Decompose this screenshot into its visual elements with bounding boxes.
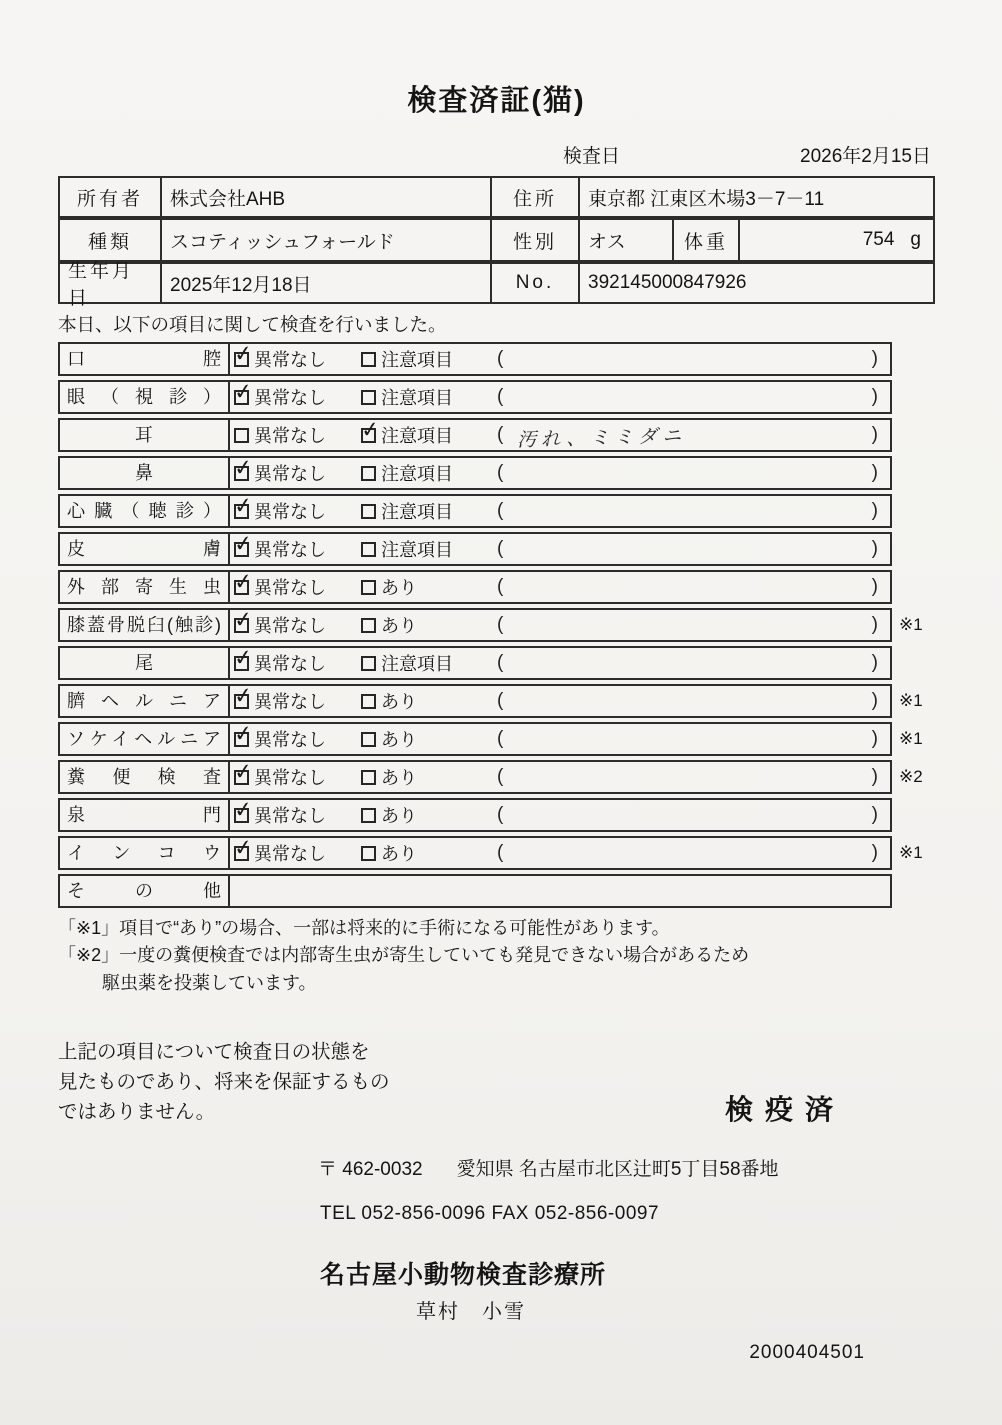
checkbox-flagged xyxy=(359,415,381,443)
owner-info-box xyxy=(58,176,935,218)
checkbox-flagged xyxy=(361,542,376,557)
exam-item-options xyxy=(230,377,890,412)
checklist-row-line xyxy=(58,874,935,908)
paren-close: ) xyxy=(871,348,878,369)
option-o2 xyxy=(361,726,495,752)
checkbox-flagged xyxy=(361,352,376,367)
option-label: 異常なし xyxy=(254,578,326,598)
id-number-label: No. xyxy=(492,264,580,302)
checkmark-icon: ✓ xyxy=(232,491,254,519)
option-label: 注意項目 xyxy=(381,540,453,560)
option-o2 xyxy=(361,498,495,524)
disclaimer-line-2: 見たものであり、将来を保証するもの xyxy=(58,1071,390,1094)
paren-close: ) xyxy=(871,500,878,521)
checkmark-icon: ✓ xyxy=(232,681,254,709)
owner-value: 株式会社AHB xyxy=(162,178,492,216)
checkmark-icon: ✓ xyxy=(232,719,254,747)
exam-item-options xyxy=(230,339,890,374)
checklist-row-line xyxy=(58,757,935,794)
clinic-address: 愛知県 名古屋市北区辻町5丁目58番地 xyxy=(456,1158,779,1180)
exam-item-options xyxy=(230,795,890,830)
checkmark-icon: ✓ xyxy=(232,377,254,405)
disclaimer-text xyxy=(58,1037,390,1128)
checklist-row-line xyxy=(58,377,935,414)
exam-item-label: 眼（視診） xyxy=(60,382,230,412)
exam-item-options xyxy=(230,681,890,716)
checklist-row xyxy=(58,567,892,604)
checklist-row xyxy=(58,795,892,832)
checklist-row xyxy=(58,605,892,642)
option-label: あり xyxy=(381,616,417,636)
checklist-row xyxy=(58,643,892,680)
breed-label: 種類 xyxy=(60,220,162,260)
checklist-row-line xyxy=(58,567,935,604)
clinic-postal-code: 〒 462-0032 xyxy=(318,1158,423,1180)
checkbox-flagged xyxy=(361,770,376,785)
exam-item-label: インコウ xyxy=(60,838,230,868)
option-label: 異常なし xyxy=(254,540,326,560)
checkbox-no-abnormality xyxy=(232,529,254,557)
option-label: 異常なし xyxy=(254,616,326,636)
option-o2 xyxy=(359,415,495,448)
option-o2 xyxy=(361,460,495,486)
checkbox-flagged xyxy=(361,390,376,405)
option-label: 異常なし xyxy=(254,654,326,674)
checkbox-no-abnormality xyxy=(234,428,249,443)
handwritten-note: 汚れ、ミミダニ xyxy=(517,425,687,451)
option-label: 異常なし xyxy=(254,730,326,750)
paren-open: ( xyxy=(497,614,504,635)
checklist-row-line xyxy=(58,719,935,756)
checkmark-icon: ✓ xyxy=(232,757,254,785)
option-label: 注意項目 xyxy=(381,502,453,522)
checklist-row xyxy=(58,377,892,414)
option-o2 xyxy=(361,536,495,562)
option-label: あり xyxy=(381,578,417,598)
clinic-postal-line xyxy=(318,1154,935,1181)
option-label: 異常なし xyxy=(254,768,326,788)
checkbox-no-abnormality xyxy=(232,643,254,671)
paren-close: ) xyxy=(871,576,878,597)
checklist-row-line xyxy=(58,529,935,566)
checkmark-icon: ✓ xyxy=(232,339,254,367)
checklist-row-line xyxy=(58,339,935,376)
option-o1 xyxy=(232,453,361,486)
checkbox-flagged xyxy=(361,618,376,633)
option-label: 異常なし xyxy=(254,844,326,864)
option-label: 注意項目 xyxy=(381,426,453,446)
checkbox-no-abnormality xyxy=(232,833,254,861)
paren-close: ) xyxy=(871,804,878,825)
footnote-reference-mark: ※1 xyxy=(899,691,923,710)
checkbox-no-abnormality xyxy=(232,453,254,481)
checklist-row-line xyxy=(58,491,935,528)
option-label: あり xyxy=(381,730,417,750)
paren-open: ( xyxy=(497,424,504,445)
checkmark-icon: ✓ xyxy=(232,795,254,823)
checkmark-icon: ✓ xyxy=(359,415,381,443)
checkbox-no-abnormality xyxy=(232,339,254,367)
exam-item-label: ソケイヘルニア xyxy=(60,724,230,754)
checklist-row-line xyxy=(58,795,935,832)
option-label: 注意項目 xyxy=(381,654,453,674)
option-o1 xyxy=(232,681,361,714)
inspection-date-value: 2026年2月15日 xyxy=(800,146,931,167)
option-o2 xyxy=(361,346,495,372)
paren-open: ( xyxy=(497,386,504,407)
checkmark-icon: ✓ xyxy=(232,529,254,557)
weight-label: 体重 xyxy=(674,220,740,260)
checkbox-no-abnormality xyxy=(232,491,254,519)
paren-close: ) xyxy=(871,766,878,787)
footnote-2-line2: 駆虫薬を投薬しています。 xyxy=(102,972,317,993)
checkbox-no-abnormality xyxy=(232,719,254,747)
checkbox-flagged xyxy=(361,656,376,671)
exam-item-label: その他 xyxy=(60,876,230,906)
checkbox-flagged xyxy=(361,732,376,747)
checklist-row xyxy=(58,681,892,718)
paren-open: ( xyxy=(497,842,504,863)
checklist-row xyxy=(58,415,892,452)
option-o2 xyxy=(361,612,495,638)
paren-open: ( xyxy=(497,348,504,369)
exam-item-label: 尾 xyxy=(60,648,230,678)
veterinarian-name: 草村 小雪 xyxy=(416,1300,526,1323)
checklist-row xyxy=(58,874,892,908)
exam-item-label: 心臓（聴診） xyxy=(60,496,230,526)
checklist-row-line xyxy=(58,833,935,870)
paren-close: ) xyxy=(871,386,878,407)
option-o2 xyxy=(361,574,495,600)
exam-item-label: 耳 xyxy=(60,420,230,450)
clinic-name: 名古屋小動物検査診療所 xyxy=(320,1260,607,1289)
footnote-reference-mark: ※1 xyxy=(899,615,923,634)
paren-open: ( xyxy=(497,500,504,521)
serial-number: 2000404501 xyxy=(749,1341,865,1363)
option-o1 xyxy=(232,833,361,866)
birth-info-box xyxy=(58,261,935,309)
paren-open: ( xyxy=(497,462,504,483)
checklist-row xyxy=(58,529,892,566)
exam-item-options xyxy=(230,491,890,526)
checklist-row-line xyxy=(58,643,935,680)
sex-label: 性別 xyxy=(492,220,580,260)
option-label: 注意項目 xyxy=(381,388,453,408)
breed-value: スコティッシュフォールド xyxy=(162,220,492,260)
option-o2 xyxy=(361,384,495,410)
footnotes xyxy=(58,916,935,995)
checkmark-icon: ✓ xyxy=(232,643,254,671)
species-info-box xyxy=(58,218,935,262)
exam-item-options xyxy=(230,719,890,754)
checkbox-no-abnormality xyxy=(232,567,254,595)
weight-cell xyxy=(740,220,933,260)
exam-item-label: 糞便検査 xyxy=(60,762,230,792)
footnote-2-line1: 「※2」一度の糞便検査では内部寄生虫が寄生していても発見できない場合があるため xyxy=(58,945,750,966)
checkbox-no-abnormality xyxy=(232,795,254,823)
option-label: 異常なし xyxy=(254,350,326,370)
option-o1 xyxy=(232,529,361,562)
address-label: 住所 xyxy=(492,178,580,216)
exam-item-options xyxy=(230,643,890,678)
option-o2 xyxy=(361,840,495,866)
exam-item-options xyxy=(230,529,890,564)
paren-open: ( xyxy=(497,652,504,673)
footnote-reference-mark: ※1 xyxy=(899,729,923,748)
exam-item-label: 外部寄生虫 xyxy=(60,572,230,602)
intro-sentence: 本日、以下の項目に関して検査を行いました。 xyxy=(58,314,447,335)
checkmark-icon: ✓ xyxy=(232,833,254,861)
exam-item-label: 膝蓋骨脱臼(触診) xyxy=(60,610,230,640)
checkbox-no-abnormality xyxy=(232,681,254,709)
option-label: 異常なし xyxy=(254,426,326,446)
paren-close: ) xyxy=(871,424,878,445)
option-label: あり xyxy=(381,692,417,712)
checklist-row-line xyxy=(58,453,935,490)
paren-open: ( xyxy=(497,804,504,825)
checkbox-flagged xyxy=(361,694,376,709)
checkbox-no-abnormality xyxy=(232,377,254,405)
checklist-row xyxy=(58,453,892,490)
checklist-row xyxy=(58,757,892,794)
option-label: 異常なし xyxy=(254,806,326,826)
paren-close: ) xyxy=(871,462,878,483)
footnote-reference-mark: ※2 xyxy=(899,767,923,786)
paren-open: ( xyxy=(497,576,504,597)
checkbox-flagged xyxy=(361,466,376,481)
footnote-1: 「※1」項目で“あり”の場合、一部は将来的に手術になる可能性があります。 xyxy=(58,918,670,938)
checklist-table xyxy=(58,339,935,908)
exam-item-label: 皮膚 xyxy=(60,534,230,564)
option-o1 xyxy=(232,757,361,790)
paren-open: ( xyxy=(497,766,504,787)
disclaimer-line-1: 上記の項目について検査日の状態を xyxy=(58,1040,370,1063)
option-label: 注意項目 xyxy=(381,350,453,370)
option-o1 xyxy=(232,339,361,372)
checkbox-flagged xyxy=(361,808,376,823)
option-o1 xyxy=(232,491,361,524)
paren-close: ) xyxy=(871,728,878,749)
disclaimer-and-stamp-row xyxy=(58,1037,935,1128)
exam-item-label: 鼻 xyxy=(60,458,230,488)
inspection-date-row xyxy=(58,141,935,168)
option-label: 注意項目 xyxy=(381,464,453,484)
checkbox-no-abnormality xyxy=(232,605,254,633)
paren-close: ) xyxy=(871,652,878,673)
paren-close: ) xyxy=(871,690,878,711)
option-label: あり xyxy=(381,768,417,788)
exam-item-options xyxy=(230,605,890,640)
checkbox-flagged xyxy=(361,580,376,595)
checklist-row xyxy=(58,719,892,756)
option-o2 xyxy=(361,650,495,676)
disclaimer-line-3: ではありません。 xyxy=(58,1101,216,1124)
checklist-row xyxy=(58,833,892,870)
exam-item-options xyxy=(230,453,890,488)
option-label: あり xyxy=(381,806,417,826)
paren-close: ) xyxy=(871,538,878,559)
weight-unit: g xyxy=(910,229,921,250)
option-o1 xyxy=(232,605,361,638)
option-o2 xyxy=(361,764,495,790)
option-o1 xyxy=(232,567,361,600)
birthdate-value: 2025年12月18日 xyxy=(162,264,492,302)
sex-value: オス xyxy=(580,220,674,260)
option-o1 xyxy=(234,422,361,448)
option-label: あり xyxy=(381,844,417,864)
option-o1 xyxy=(232,795,361,828)
checklist-row-line xyxy=(58,415,935,452)
checkmark-icon: ✓ xyxy=(232,567,254,595)
weight-value: 754 xyxy=(862,229,895,250)
option-label: 異常なし xyxy=(254,464,326,484)
paren-close: ) xyxy=(871,614,878,635)
address-value: 東京都 江東区木場3－7－11 xyxy=(588,188,825,210)
owner-label: 所有者 xyxy=(60,178,162,216)
clinic-tel-fax: TEL 052-856-0096 FAX 052-856-0097 xyxy=(320,1202,660,1224)
option-o1 xyxy=(232,643,361,676)
checklist-row xyxy=(58,491,892,528)
checkmark-icon: ✓ xyxy=(232,453,254,481)
checkbox-flagged xyxy=(361,504,376,519)
option-label: 異常なし xyxy=(254,692,326,712)
exam-item-label: 臍ヘルニア xyxy=(60,686,230,716)
exam-item-options xyxy=(230,415,890,451)
option-o1 xyxy=(232,719,361,752)
checklist-row xyxy=(58,339,892,376)
birthdate-label: 生年月日 xyxy=(60,264,162,302)
paren-close: ) xyxy=(871,842,878,863)
checkmark-icon: ✓ xyxy=(232,605,254,633)
exam-item-options xyxy=(230,833,890,868)
quarantine-passed-stamp: 検疫済 xyxy=(724,1093,845,1125)
option-label: 異常なし xyxy=(254,502,326,522)
checkbox-no-abnormality xyxy=(232,757,254,785)
exam-item-options xyxy=(230,567,890,602)
exam-item-options xyxy=(230,757,890,792)
checklist-row-line xyxy=(58,681,935,718)
exam-item-label: 口腔 xyxy=(60,344,230,374)
option-o1 xyxy=(232,377,361,410)
inspection-date-label: 検査日 xyxy=(563,146,621,167)
exam-item-label: 泉門 xyxy=(60,800,230,830)
checklist-row-line xyxy=(58,605,935,642)
page-title: 検査済証(猫) xyxy=(407,85,586,117)
footnote-reference-mark: ※1 xyxy=(899,843,923,862)
option-o2 xyxy=(361,688,495,714)
checkbox-flagged xyxy=(361,846,376,861)
paren-open: ( xyxy=(497,538,504,559)
paren-open: ( xyxy=(497,690,504,711)
option-label: 異常なし xyxy=(254,388,326,408)
exam-item-options xyxy=(230,876,890,906)
paren-open: ( xyxy=(497,728,504,749)
id-number-value: 392145000847926 xyxy=(588,272,747,293)
option-o2 xyxy=(361,802,495,828)
